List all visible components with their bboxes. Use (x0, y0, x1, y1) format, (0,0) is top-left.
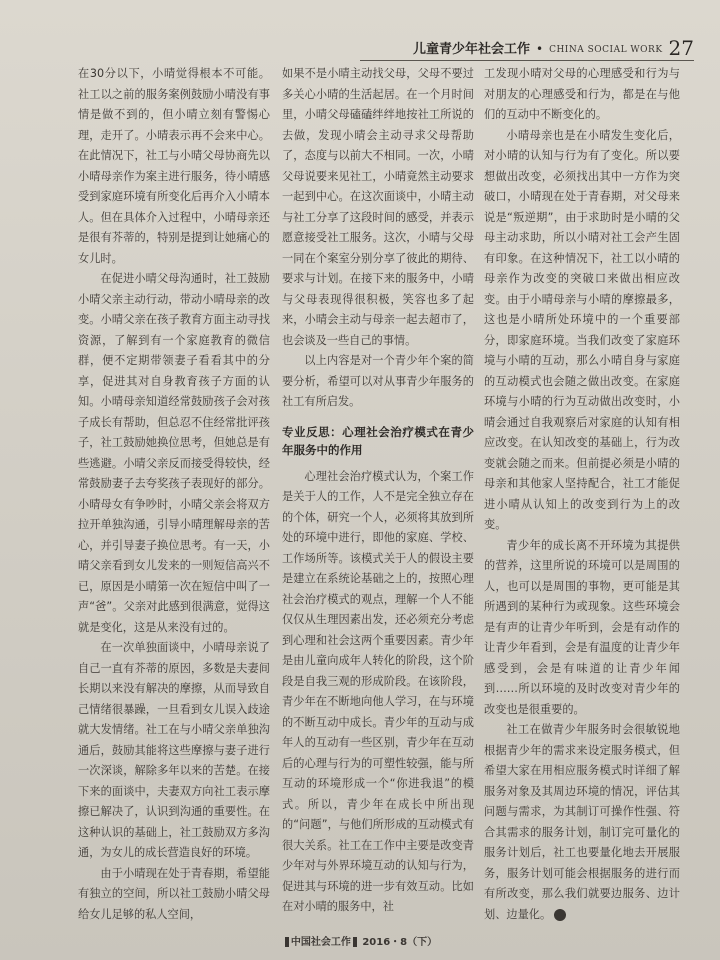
page-footer (0, 933, 720, 948)
paragraph: 青少年的成长离不开环境为其提供的营养，这里所说的环境可以是周围的人，也可以是周围的事物，更可能是其所遇到的某种行为或现象。这些环境会是有声的让青少年听到，会是有动作的让青少年看到，会是有温度的让青少年感受到，会是有味道的让青少年闻到……所以环境的及时改变对青少年的改变也是很重要的。 (484, 538, 680, 716)
paragraph: 小晴母亲也是在小晴发生变化后，对小晴的认知与行为有了变化。所以要想做出改变，必须找出其中一方作为突破口，小晴现在处于青春期，对父母来说是“叛逆期”，由于求助时是小晴的父母主动求助，所以小晴对社工会产生固有印象。在这种情况下，社工以小晴的母亲作为改变的突破口来做出相应改变。由于小晴母亲与小晴的摩擦最多，这也是小晴所处环境中的一个重要部分，即家庭环境。当我们改变了家庭环境与小晴的互动，那么小晴自身与家庭的互动模式也会随之做出改变。在家庭环境与小晴的行为互动做出改变时，小晴会通过自我观察后对家庭的认知有相应改变。在认知改变的基础上，行为改变就会随之而来。但前提必须是小晴的母亲和其他家人坚持配合，社工才能促进小晴从认知上的改变到行为上的改变。 (484, 128, 680, 531)
text-column-2 (282, 64, 474, 918)
paragraph: 在30分以下，小晴觉得根本不可能。社工以之前的服务案例鼓励小晴没有事情是做不到的，但小晴立刻有警惕心理，走开了。小晴表示再不会来中心。在此情况下，社工与小晴父母协商先以小晴母亲作为案主进行服务，待小晴感受到家庭环境有所变化后再介入小晴本人。但在具体介入过程中，小晴母亲还是很有芥蒂的，特别是提到让她痛心的女儿时。 (78, 67, 270, 265)
paragraph: 心理社会治疗模式认为，个案工作是关于人的工作，人不是完全独立存在的个体，研究一个人，必须将其放到所处的环境中进行，即他的家庭、学校、工作场所等。该模式关于人的假设主要是建立在系统论基础之上的，按照心理社会治疗模式的观点，理解一个人不能仅仅从生理因素出发，还必须充分考虑到心理和社会这两个重要因素。青少年是由儿童向成年人转化的阶段，这个阶段是自我三观的形成阶段。在该阶段，青少年在不断地向他人学习，在与环境的不断互动中成长。青少年的互动与成年人的互动有一些区别，青少年在互动后的心理与行为的可塑性较强，能与所互动的环境形成一个“你进我退”的模式。所以，青少年在成长中所出现的“问题”，与他们所形成的互动模式有很大关系。社工在工作中主要是改变青少年对与外界环境互动的认知与行为，促进其与环境的进一步有效互动。比如在对小晴的服务中，社 (282, 469, 474, 913)
text-column-3 (484, 64, 680, 925)
footer-bar-icon (353, 937, 357, 947)
paragraph-text: 社工在做青少年服务时会很敏锐地根据青少年的需求来设定服务模式，但希望大家在用相应服务模式时详细了解服务对象及其周边环境的情况，评估其问题与需求，为其制订可操作性强、符合其需求的服务计划，制订完可量化的服务计划后，社工也要量化地去开展服务，服务计划可能会根据服务的进行而有所改变，那么我们就要边服务、边计划、边量化。 (484, 723, 680, 921)
page-header (360, 30, 694, 61)
footer-issue: 2016・8（下） (362, 937, 438, 948)
paragraph: 在一次单独面谈中，小晴母亲说了自己一直有芥蒂的原因，多数是夫妻间长期以来没有解决的摩擦，从而导致自己情绪很暴躁，一旦看到女儿误入歧途就大发情绪。社工在与小晴父亲单独沟通后，鼓励其能将这些摩擦与妻子进行一次深谈，解除多年以来的苦楚。在接下来的面谈中，夫妻双方向社工表示摩擦已解决了，认识到沟通的重要性。在这种认识的基础上，社工鼓励双方多沟通，为女儿的成长营造良好的环境。 (78, 641, 270, 859)
page-number: 27 (668, 36, 694, 60)
footer-bar-icon (285, 937, 289, 947)
header-separator: • (535, 42, 544, 56)
footer-journal: 中国社会工作 (290, 937, 351, 948)
paragraph: 工发现小晴对父母的心理感受和行为与对朋友的心理感受和行为，都是在与他们的互动中不断变化的。 (484, 67, 680, 121)
section-heading: 专业反思：心理社会治疗模式在青少年服务中的作用 (282, 424, 474, 457)
text-column-1 (78, 64, 270, 925)
paragraph: 由于小晴现在处于青春期，希望能有独立的空间，所以社工鼓励小晴父母给女儿足够的私人空间， (78, 866, 270, 921)
english-title: CHINA SOCIAL WORK (549, 45, 663, 55)
section-title: 儿童青少年社会工作 (412, 42, 530, 57)
article-end-icon (554, 909, 566, 921)
paragraph: 以上内容是对一个青少年个案的简要分析，希望可以对从事青少年服务的社工有所启发。 (282, 354, 474, 408)
paragraph: 在促进小晴父母沟通时，社工鼓励小晴父亲主动行动，带动小晴母亲的改变。小晴父亲在孩子教育方面主动寻找资源，了解到有一个家庭教育的微信群，便不定期带领妻子看看其中的分享，促进其对自身教育孩子方面的认知。小晴母亲知道经常鼓励孩子会对孩子成长有帮助，但总忍不住经常批评孩子，社工鼓励她换位思考，但她总是有些逃避。小晴父亲反而接受得较快，经常鼓励妻子去夸奖孩子表现好的部分。小晴母女有争吵时，小晴父亲会将双方拉开单独沟通，引导小晴理解母亲的苦心，并引导妻子换位思考。有一天，小晴父亲看到女儿发来的一则短信高兴不已，原因是小晴第一次在短信中叫了一声“爸”。父亲对此感到很满意，觉得这就是变化，这是从来没有过的。 (78, 272, 270, 634)
paragraph (484, 720, 680, 925)
paragraph: 如果不是小晴主动找父母，父母不要过多关心小晴的生活起居。在一个月时间里，小晴父母磕磕绊绊地按社工所说的去做，发现小晴会主动寻求父母帮助了，态度与以前大不相同。一次，小晴父母说要来见社工，小晴竟然主动要求一起到中心。在这次面谈中，小晴主动与社工分享了这段时间的感受，并表示愿意接受社工服务。这次，小晴与父母一同在个案室分别分享了彼此的期待、要求与计划。在接下来的服务中，小晴与父母表现得很积极，笑容也多了起来，小晴会主动与母亲一起去超市了，也会谈及一些自己的事情。 (282, 67, 474, 347)
